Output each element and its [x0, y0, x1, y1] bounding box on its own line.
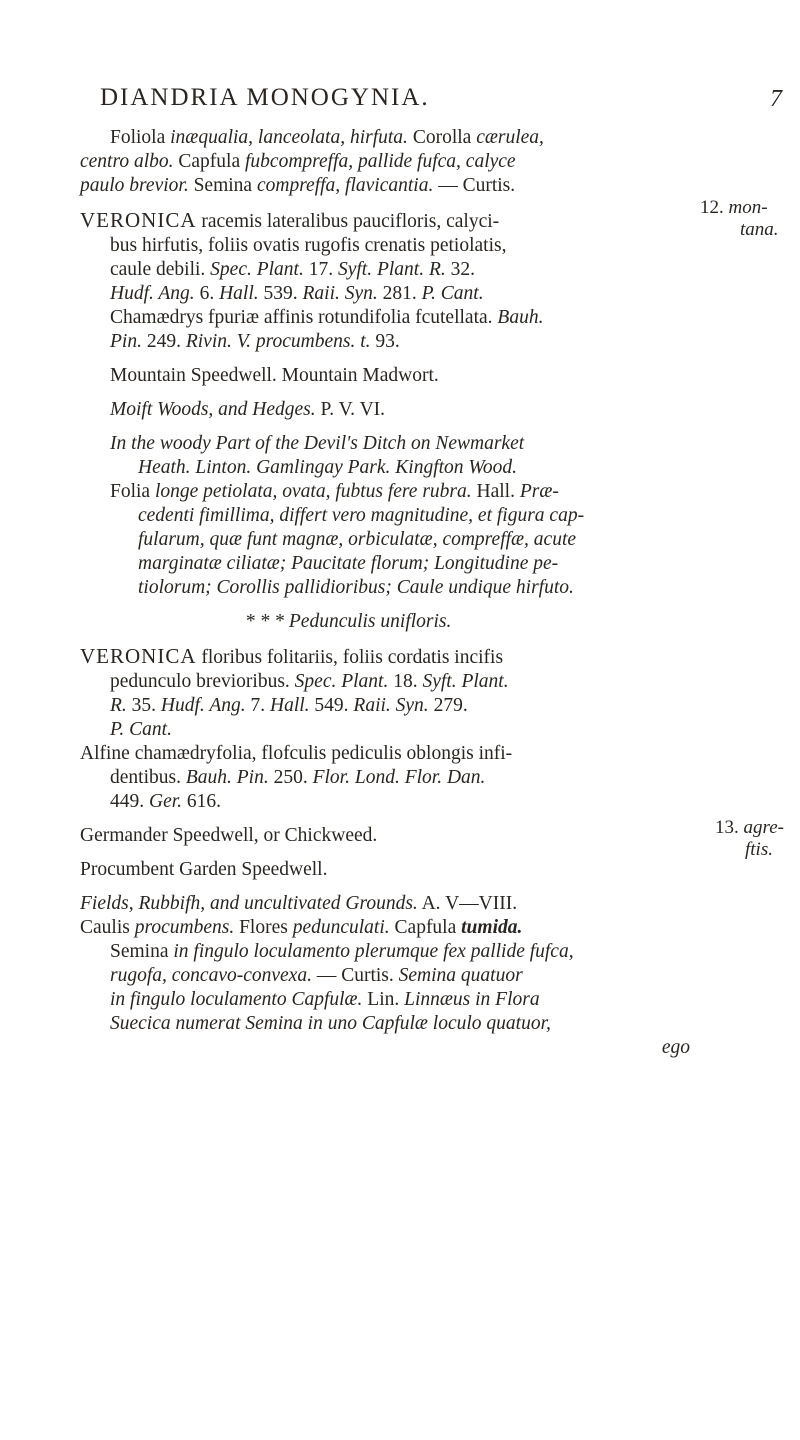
text: fubcompreffa, pallide fufca, calyce: [245, 151, 516, 172]
species-12-line-4: [80, 282, 700, 306]
citation: Bauh.: [497, 307, 544, 328]
text: 250.: [268, 767, 313, 788]
citation: Spec. Plant.: [210, 259, 304, 280]
text: Semina: [188, 175, 257, 196]
section-heading: * * * Pedunculis unifloris.: [245, 611, 452, 632]
species-number: 12.: [700, 197, 724, 218]
species-epithet-part2: tana.: [740, 219, 779, 240]
text: Linnæus in Flora: [404, 989, 540, 1010]
text: 281.: [377, 283, 422, 304]
species-12-desc-2: cedenti fimillima, differt vero magnitudine, et figura cap-: [138, 505, 585, 526]
text: Moift Woods, and Hedges.: [110, 399, 316, 420]
page-number: 7: [770, 86, 782, 112]
text: 279.: [428, 695, 468, 716]
text: 549.: [309, 695, 354, 716]
text: centro albo.: [80, 151, 174, 172]
species-13-line-7: [80, 790, 700, 814]
text: 249.: [141, 331, 186, 352]
text: Chamædrys fpuriæ affinis rotundifolia fcutellata.: [110, 307, 498, 328]
text: Caulis: [80, 917, 135, 938]
margin-note-species-13: [715, 817, 784, 861]
text: caule debili.: [110, 259, 211, 280]
citation: Syft. Plant.: [422, 671, 509, 692]
species-12-line-3: [80, 258, 700, 282]
species-12-line-5: [80, 306, 700, 330]
intro-line-2: [80, 150, 700, 174]
text: — Curtis.: [433, 175, 516, 196]
species-epithet-part2: ftis.: [745, 839, 773, 860]
species-epithet-part1: agre-: [743, 817, 784, 838]
citation: Hall.: [219, 283, 259, 304]
species-13-habitat: [80, 892, 700, 916]
citation: R.: [110, 695, 127, 716]
text: 18.: [388, 671, 423, 692]
text: Capfula: [389, 917, 462, 938]
text: 17.: [303, 259, 338, 280]
text: in fingulo loculamento plerumque fex pallide fufca,: [173, 941, 574, 962]
text: pedunculati.: [292, 917, 390, 938]
text: compreffa, flavicantia.: [256, 175, 434, 196]
species-13-line-6: [80, 766, 700, 790]
species-12-desc-1: [80, 480, 700, 504]
citation: Flor. Lond. Flor. Dan.: [312, 767, 486, 788]
text: dentibus.: [110, 767, 186, 788]
text: tumida.: [461, 917, 523, 938]
text: rugofa, concavo-convexa.: [110, 965, 312, 986]
species-12-desc-5: tiolorum; Corollis pallidioribus; Caule undique hirfuto.: [138, 577, 574, 598]
text: 449.: [110, 791, 149, 812]
text: 35.: [126, 695, 161, 716]
species-12-locality-2: Heath. Linton. Gamlingay Park. Kingfton Wood.: [138, 457, 517, 478]
species-epithet-part1: mon-: [728, 197, 768, 218]
species-12-line-1: [80, 208, 700, 234]
text: Lin.: [362, 989, 405, 1010]
citation: Hudf. Ang.: [160, 695, 246, 716]
species-13-desc-1: [80, 916, 700, 940]
species-13-common-name-2: Procumbent Garden Speedwell.: [80, 859, 328, 880]
species-12-common-names: Mountain Speedwell. Mountain Madwort.: [110, 365, 439, 386]
species-12-locality-1: In the woody Part of the Devil's Ditch on Newmarket: [110, 433, 525, 454]
citation: Spec. Plant.: [294, 671, 389, 692]
text: 32.: [445, 259, 476, 280]
citation: Raii. Syn.: [302, 283, 378, 304]
genus-name: VERONICA: [80, 644, 197, 668]
text: Foliola: [110, 127, 171, 148]
text: longe petiolata, ovata, fubtus fere rubra.: [154, 481, 472, 502]
species-13-desc-2: [80, 940, 700, 964]
intro-line-1: [80, 126, 700, 150]
text: racemis lateralibus paucifloris, calyci-: [196, 211, 500, 232]
text: 7.: [245, 695, 270, 716]
running-head: DIANDRIA MONOGYNIA.: [100, 84, 430, 111]
text: floribus folitariis, foliis cordatis incifis: [196, 647, 504, 668]
species-13-line-2: [80, 670, 700, 694]
citation: Pin.: [110, 331, 142, 352]
text: A. V—VIII.: [417, 893, 518, 914]
species-13-line-5: Alfine chamædryfolia, flofculis pediculis oblongis infi-: [80, 743, 513, 764]
species-number: 13.: [715, 817, 739, 838]
genus-name: VERONICA: [80, 208, 197, 232]
citation: Hall.: [269, 695, 310, 716]
text: inæqualia, lanceolata, hirfuta.: [170, 127, 408, 148]
intro-line-3: [80, 174, 700, 198]
margin-note-species-12: [700, 197, 779, 241]
text: cærulea,: [476, 127, 544, 148]
text: Hall.: [471, 481, 520, 502]
text: Semina quatuor: [398, 965, 523, 986]
text: pedunculo brevioribus.: [110, 671, 295, 692]
citation: Bauh. Pin.: [185, 767, 269, 788]
text: Flores: [234, 917, 293, 938]
text: Corolla: [407, 127, 477, 148]
body-text: [80, 126, 700, 1060]
species-13-line-4: P. Cant.: [110, 719, 172, 740]
species-12-habitat: [80, 398, 700, 422]
species-12-line-6: [80, 330, 700, 354]
text: procumbens.: [134, 917, 235, 938]
species-12-line-2: bus hirfutis, foliis ovatis rugofis crenatis petiolatis,: [110, 235, 507, 256]
text: Capfula: [173, 151, 245, 172]
citation: Rivin. V. procumbens. t.: [185, 331, 371, 352]
text: 6.: [194, 283, 220, 304]
text: 616.: [182, 791, 222, 812]
text: in fingulo loculamento Capfulæ.: [110, 989, 363, 1010]
species-13-common-name-1: Germander Speedwell, or Chickweed.: [80, 825, 378, 846]
species-13-desc-4: [80, 988, 700, 1012]
text: Fields, Rubbifh, and uncultivated Grounds.: [80, 893, 418, 914]
text: paulo brevior.: [80, 175, 189, 196]
species-13-desc-3: [80, 964, 700, 988]
text: 93.: [370, 331, 400, 352]
text: Folia: [110, 481, 155, 502]
species-13-line-3: [80, 694, 700, 718]
citation: Raii. Syn.: [353, 695, 429, 716]
text: Semina: [110, 941, 174, 962]
text: — Curtis.: [311, 965, 399, 986]
species-12-desc-4: marginatæ ciliatæ; Paucitate florum; Longitudine pe-: [138, 553, 559, 574]
text: 539.: [258, 283, 303, 304]
citation: Hudf. Ang.: [110, 283, 195, 304]
species-13-desc-5: Suecica numerat Semina in uno Capfulæ loculo quatuor,: [110, 1013, 551, 1034]
species-13-line-1: [80, 644, 700, 670]
citation: P. Cant.: [421, 283, 484, 304]
citation: Ger.: [149, 791, 183, 812]
species-12-desc-3: fularum, quæ funt magnæ, orbiculatæ, compreffæ, acute: [138, 529, 577, 550]
text: P. V. VI.: [315, 399, 386, 420]
citation: Syft. Plant. R.: [337, 259, 446, 280]
text: Præ-: [519, 481, 559, 502]
catchword: ego: [661, 1037, 690, 1058]
